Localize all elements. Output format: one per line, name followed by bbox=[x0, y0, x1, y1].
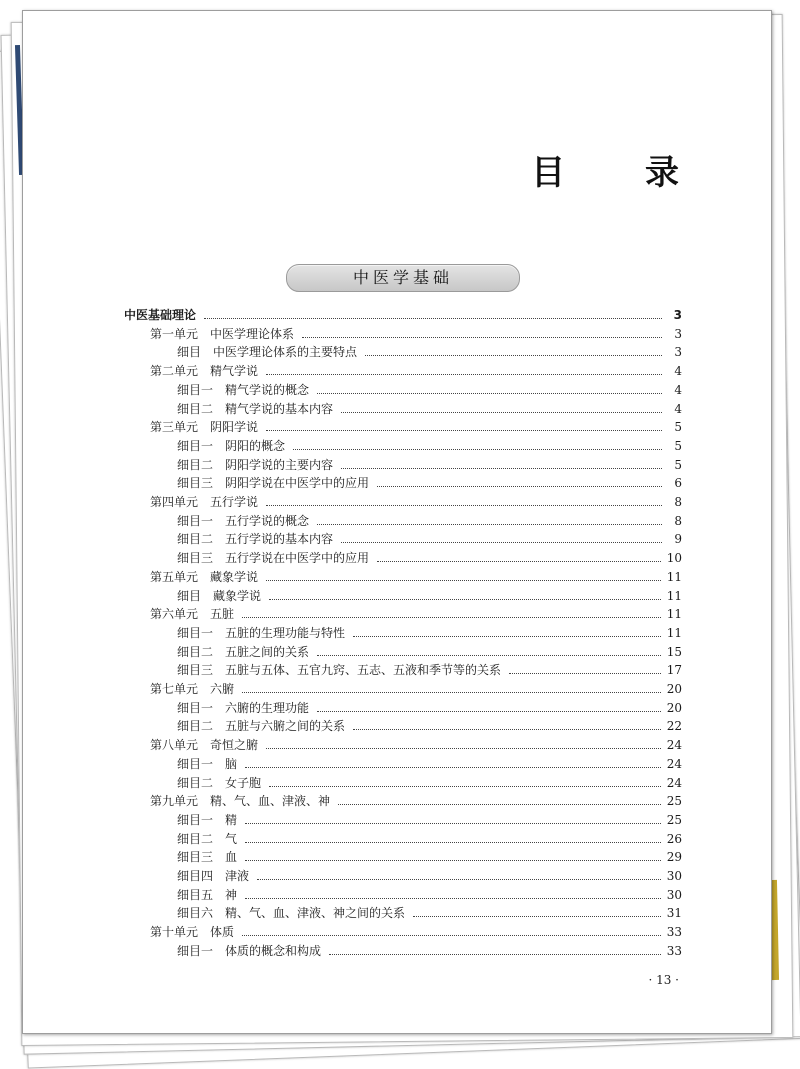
toc-entry-page: 31 bbox=[666, 906, 682, 921]
toc-entry-page: 4 bbox=[674, 382, 682, 397]
dot-leader bbox=[257, 878, 661, 880]
dot-leader bbox=[353, 728, 661, 730]
dot-leader bbox=[245, 841, 661, 843]
dot-leader bbox=[242, 616, 661, 618]
toc-item-entry[interactable] bbox=[177, 474, 682, 492]
toc-entry-label: 第一单元 中医学理论体系 bbox=[150, 326, 295, 341]
toc-entry-label: 细目 中医学理论体系的主要特点 bbox=[177, 345, 358, 360]
toc-entry-page: 3 bbox=[673, 308, 682, 322]
page-title: 目 录 bbox=[531, 153, 713, 193]
toc-entry-page: 3 bbox=[674, 326, 682, 341]
toc-entry-page: 15 bbox=[666, 644, 682, 659]
dot-leader bbox=[245, 897, 661, 899]
toc-item-entry[interactable] bbox=[177, 774, 682, 792]
dot-leader bbox=[266, 373, 662, 375]
toc-unit-entry[interactable] bbox=[150, 680, 682, 698]
dot-leader bbox=[266, 504, 662, 506]
toc-item-entry[interactable] bbox=[177, 755, 682, 773]
toc-entry-label: 第二单元 精气学说 bbox=[150, 364, 259, 379]
dot-leader bbox=[509, 672, 661, 674]
toc-unit-entry[interactable] bbox=[150, 568, 682, 586]
toc-unit-entry[interactable] bbox=[150, 493, 682, 511]
toc-entry-label: 细目三 阴阳学说在中医学中的应用 bbox=[177, 476, 370, 491]
toc-entry-label: 细目一 六腑的生理功能 bbox=[177, 700, 310, 715]
toc-entry-label: 第六单元 五脏 bbox=[150, 607, 235, 622]
toc-item-entry[interactable] bbox=[177, 549, 682, 567]
toc-entry-label: 细目二 五脏与六腑之间的关系 bbox=[177, 719, 346, 734]
toc-entry-page: 5 bbox=[674, 420, 682, 435]
dot-leader bbox=[329, 953, 661, 955]
toc-entry-page: 22 bbox=[666, 719, 682, 734]
toc-entry-page: 6 bbox=[674, 476, 682, 491]
toc-entry-page: 25 bbox=[666, 812, 682, 827]
toc-item-entry[interactable] bbox=[177, 643, 682, 661]
toc-entry-page: 10 bbox=[666, 551, 682, 566]
toc-item-entry[interactable] bbox=[177, 717, 682, 735]
toc-entry-page: 24 bbox=[666, 775, 682, 790]
toc-item-entry[interactable] bbox=[177, 848, 682, 866]
toc-entry-label: 中医基础理论 bbox=[124, 308, 197, 322]
toc-item-entry[interactable] bbox=[177, 830, 682, 848]
toc-entry-page: 8 bbox=[674, 495, 682, 509]
section-banner: 中医学基础 bbox=[286, 264, 520, 292]
dot-leader bbox=[365, 354, 662, 356]
toc-item-entry[interactable] bbox=[177, 904, 682, 922]
toc-entry-page: 30 bbox=[666, 887, 682, 902]
toc-item-entry[interactable] bbox=[177, 886, 682, 904]
dot-leader bbox=[242, 691, 661, 693]
dot-leader bbox=[293, 448, 662, 450]
toc-entry-label: 第九单元 精、气、血、津液、神 bbox=[150, 794, 331, 809]
toc-part-entry[interactable] bbox=[124, 306, 682, 324]
dot-leader bbox=[242, 934, 661, 936]
toc-entry-label: 细目一 五行学说的概念 bbox=[177, 513, 310, 528]
document-page bbox=[22, 10, 772, 1034]
dot-leader bbox=[341, 411, 662, 413]
toc-unit-entry[interactable] bbox=[150, 418, 682, 436]
toc-entry-label: 细目二 气 bbox=[177, 831, 238, 846]
toc-entry-label: 细目一 精气学说的概念 bbox=[177, 382, 310, 397]
toc-entry-label: 细目二 五行学说的基本内容 bbox=[177, 532, 334, 547]
toc-entry-label: 细目三 五行学说在中医学中的应用 bbox=[177, 551, 370, 566]
toc-entry-page: 11 bbox=[666, 625, 682, 640]
toc-entry-page: 11 bbox=[666, 588, 682, 603]
toc-item-entry[interactable] bbox=[177, 867, 682, 885]
toc-entry-label: 第八单元 奇恒之腑 bbox=[150, 738, 259, 753]
dot-leader bbox=[317, 523, 662, 525]
toc-item-entry[interactable] bbox=[177, 624, 682, 642]
dot-leader bbox=[245, 766, 661, 768]
dot-leader bbox=[269, 598, 661, 600]
toc-entry-label: 细目一 体质的概念和构成 bbox=[177, 943, 322, 958]
toc-item-entry[interactable] bbox=[177, 343, 682, 361]
toc-entry-label: 第五单元 藏象学说 bbox=[150, 569, 259, 584]
toc-entry-page: 9 bbox=[674, 532, 682, 547]
dot-leader bbox=[245, 822, 661, 824]
toc-item-entry[interactable] bbox=[177, 699, 682, 717]
toc-item-entry[interactable] bbox=[177, 530, 682, 548]
toc-entry-page: 4 bbox=[674, 401, 682, 416]
dot-leader bbox=[266, 579, 661, 581]
toc-item-entry[interactable] bbox=[177, 456, 682, 474]
toc-entry-label: 细目二 阴阳学说的主要内容 bbox=[177, 457, 334, 472]
toc-unit-entry[interactable] bbox=[150, 605, 682, 623]
dot-leader bbox=[341, 467, 662, 469]
toc-item-entry[interactable] bbox=[177, 587, 682, 605]
dot-leader bbox=[338, 803, 661, 805]
toc-entry-page: 30 bbox=[666, 869, 682, 883]
dot-leader bbox=[245, 859, 661, 861]
toc-unit-entry[interactable] bbox=[150, 362, 682, 380]
toc-entry-label: 第四单元 五行学说 bbox=[150, 495, 259, 509]
dot-leader bbox=[266, 429, 662, 431]
toc-entry-page: 25 bbox=[666, 794, 682, 809]
toc-item-entry[interactable] bbox=[177, 661, 682, 679]
toc-entry-label: 细目三 五脏与五体、五官九窍、五志、五液和季节等的关系 bbox=[177, 663, 502, 678]
toc-entry-page: 20 bbox=[666, 682, 682, 696]
dot-leader bbox=[317, 710, 661, 712]
toc-entry-label: 第三单元 阴阳学说 bbox=[150, 420, 259, 435]
toc-entry-page: 4 bbox=[674, 364, 682, 379]
toc-item-entry[interactable] bbox=[177, 512, 682, 530]
toc-entry-label: 第十单元 体质 bbox=[150, 925, 235, 940]
toc-item-entry[interactable] bbox=[177, 400, 682, 418]
toc-entry-page: 20 bbox=[666, 700, 682, 715]
toc-entry-label: 细目二 精气学说的基本内容 bbox=[177, 401, 334, 416]
toc-item-entry[interactable] bbox=[177, 437, 682, 455]
toc-item-entry[interactable] bbox=[177, 381, 682, 399]
toc-entry-page: 8 bbox=[674, 513, 682, 528]
toc-unit-entry[interactable] bbox=[150, 792, 682, 810]
toc-entry-page: 5 bbox=[674, 438, 682, 453]
toc-entry-label: 细目五 神 bbox=[177, 887, 238, 902]
dot-leader bbox=[353, 635, 661, 637]
toc-entry-page: 17 bbox=[666, 663, 682, 678]
toc-entry-label: 细目 藏象学说 bbox=[177, 588, 262, 603]
toc-entry-page: 33 bbox=[666, 925, 682, 940]
dot-leader bbox=[377, 560, 661, 562]
toc-entry-page: 24 bbox=[666, 738, 682, 753]
toc-entry-label: 细目一 阴阳的概念 bbox=[177, 438, 286, 453]
toc-entry-page: 26 bbox=[666, 831, 682, 846]
toc-item-entry[interactable] bbox=[177, 811, 682, 829]
dot-leader bbox=[204, 317, 662, 319]
toc-entry-page: 24 bbox=[666, 756, 682, 771]
dot-leader bbox=[413, 915, 661, 917]
toc-entry-page: 5 bbox=[674, 457, 682, 472]
toc-entry-page: 29 bbox=[666, 850, 682, 865]
toc-entry-label: 细目三 血 bbox=[177, 850, 238, 865]
dot-leader bbox=[317, 654, 661, 656]
toc-entry-page: 11 bbox=[666, 607, 682, 622]
toc-unit-entry[interactable] bbox=[150, 923, 682, 941]
toc-entry-page: 3 bbox=[674, 345, 682, 360]
toc-entry-page: 11 bbox=[666, 569, 682, 584]
toc-entry-label: 细目二 女子胞 bbox=[177, 775, 262, 790]
dot-leader bbox=[269, 785, 661, 787]
toc-entry-label: 细目六 精、气、血、津液、神之间的关系 bbox=[177, 906, 406, 921]
page-number: · 13 · bbox=[648, 973, 679, 987]
dot-leader bbox=[317, 392, 662, 394]
toc-unit-entry[interactable] bbox=[150, 325, 682, 343]
toc-entry-label: 细目一 五脏的生理功能与特性 bbox=[177, 625, 346, 640]
dot-leader bbox=[377, 485, 662, 487]
toc-entry-label: 细目一 精 bbox=[177, 812, 238, 827]
dot-leader bbox=[266, 747, 661, 749]
dot-leader bbox=[302, 336, 662, 338]
toc-entry-label: 细目一 脑 bbox=[177, 756, 238, 771]
toc-unit-entry[interactable] bbox=[150, 736, 682, 754]
dot-leader bbox=[341, 541, 662, 543]
toc-entry-label: 第七单元 六腑 bbox=[150, 682, 235, 696]
toc-entry-label: 细目二 五脏之间的关系 bbox=[177, 644, 310, 659]
toc-entry-label: 细目四 津液 bbox=[177, 869, 250, 883]
toc-entry-page: 33 bbox=[666, 943, 682, 958]
toc-item-entry[interactable] bbox=[177, 942, 682, 960]
